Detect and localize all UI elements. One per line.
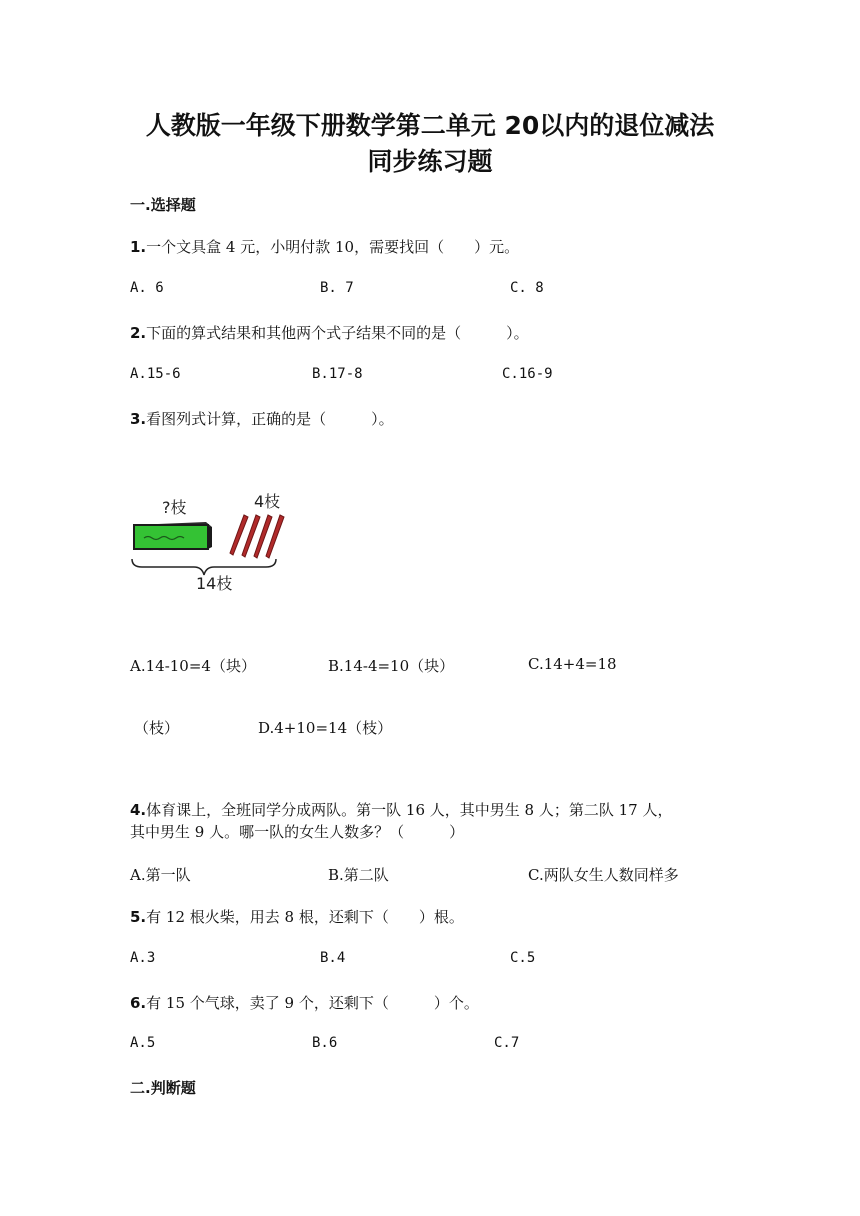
section-heading-true-false: 二.判断题: [130, 1079, 196, 1097]
pencils-icon: [230, 515, 284, 558]
option-b: B.第二队: [328, 866, 389, 884]
option-b: B.17-8: [312, 366, 363, 382]
question-text-line-1: 体育课上，全班同学分成两队。第一队 16 人，其中男生 8 人；第二队 17 人，: [146, 801, 673, 819]
option-a: A.3: [130, 950, 156, 966]
option-c: C.两队女生人数同样多: [528, 866, 679, 884]
pencil-count-label: 4枝: [254, 492, 281, 511]
option-c: C.7: [494, 1035, 520, 1051]
question-text: 有 15 个气球，卖了 9 个，还剩下（ ）个。: [146, 994, 479, 1012]
question-number: 5.: [130, 908, 147, 926]
option-b: B.14-4=10（块）: [328, 657, 455, 675]
question-3: [130, 408, 394, 429]
option-b: B.4: [320, 950, 346, 966]
total-count-label: 14枝: [196, 574, 233, 593]
option-a: A.14-10=4（块）: [130, 657, 256, 675]
question-text: 一个文具盒 4 元，小明付款 10，需要找回（ ）元。: [146, 238, 520, 256]
question-6: [130, 992, 479, 1013]
question-4: [130, 799, 672, 820]
option-a: A.第一队: [130, 866, 191, 884]
question-5: [130, 906, 464, 927]
unknown-count-label: ?枝: [162, 498, 187, 517]
option-a: A. 6: [130, 280, 164, 296]
question-number: 6.: [130, 994, 147, 1012]
question-number: 3.: [130, 410, 147, 428]
option-b: B. 7: [320, 280, 354, 296]
question-number: 1.: [130, 238, 147, 256]
question-text: 下面的算式结果和其他两个式子结果不同的是（ ）。: [146, 324, 529, 342]
page-title: 人教版一年级下册数学第二单元 20以内的退位减法: [145, 111, 715, 140]
page-subtitle: 同步练习题: [367, 147, 493, 176]
option-b: B.6: [312, 1035, 338, 1051]
question-number: 4.: [130, 801, 147, 819]
pencil-box-figure: [130, 485, 300, 595]
option-a: A.5: [130, 1035, 156, 1051]
total-brace: [132, 559, 276, 575]
option-c: C.5: [510, 950, 536, 966]
option-a: A.15-6: [130, 366, 181, 382]
section-heading-choice: 一.选择题: [130, 196, 196, 214]
question-number: 2.: [130, 324, 147, 342]
question-text-line-2: 其中男生 9 人。哪一队的女生人数多？（ ）: [130, 823, 465, 841]
pencil-box-icon: [134, 522, 212, 549]
option-d: D.4+10=14（枝）: [258, 719, 393, 737]
question-2: [130, 322, 529, 343]
question-text: 看图列式计算，正确的是（ ）。: [146, 410, 394, 428]
option-c: C. 8: [510, 280, 544, 296]
option-c-continued: （枝）: [134, 719, 180, 737]
option-c: C.16-9: [502, 366, 553, 382]
option-c: C.14+4=18: [528, 655, 617, 673]
question-text: 有 12 根火柴，用去 8 根，还剩下（ ）根。: [146, 908, 464, 926]
question-1: [130, 236, 519, 257]
